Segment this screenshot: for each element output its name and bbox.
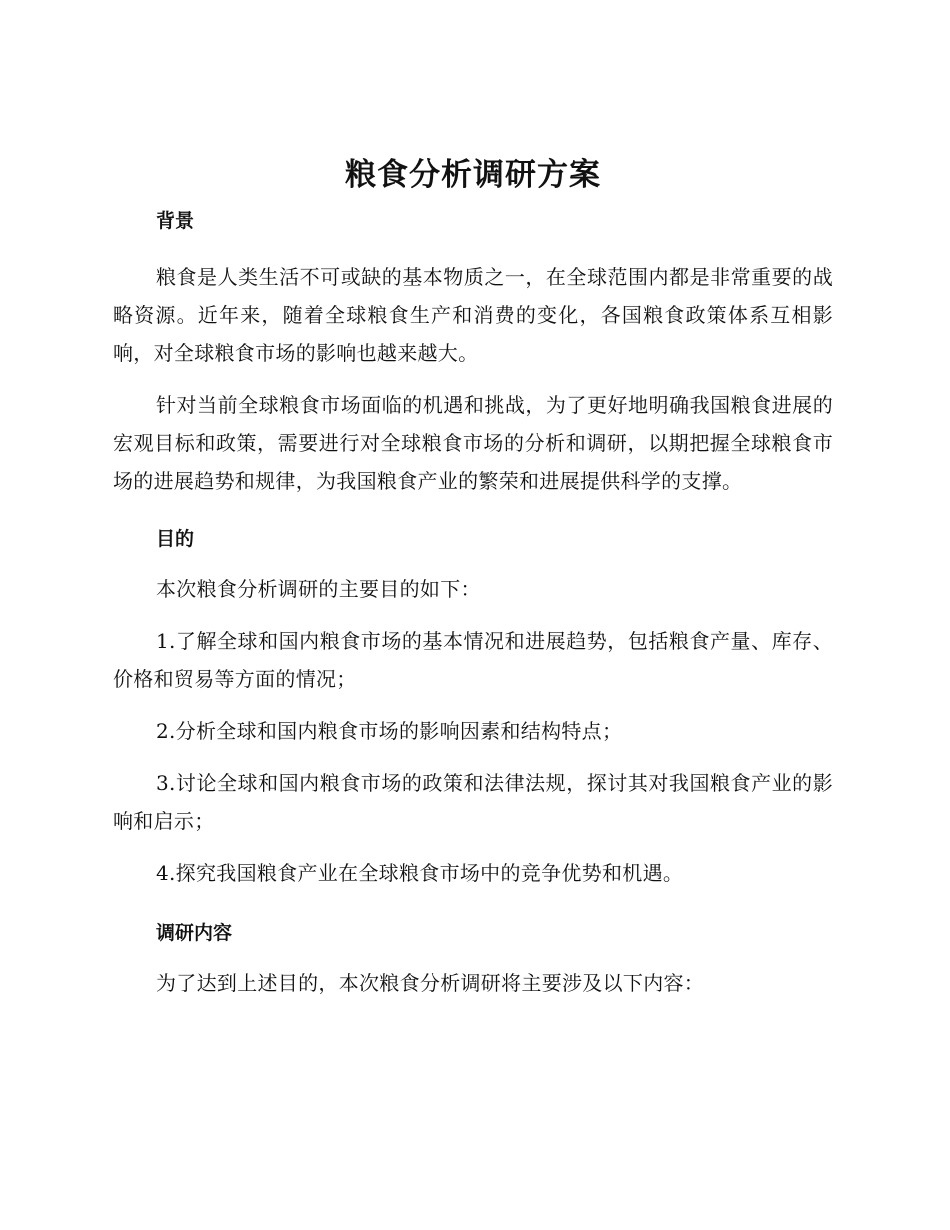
- goal-item-4: 4.探究我国粮食产业在全球粮食市场中的竞争优势和机遇。: [156, 861, 684, 885]
- goal-item-3: 3.讨论全球和国内粮食市场的政策和法律法规，探讨其对我国粮食产业的影响和启示；: [113, 771, 833, 833]
- section-heading-background: 背景: [156, 210, 195, 232]
- section-heading-content: 调研内容: [156, 922, 233, 944]
- goal-item-2: 2.分析全球和国内粮食市场的影响因素和结构特点；: [156, 719, 623, 743]
- background-paragraph-1: 粮食是人类生活不可或缺的基本物质之一，在全球范围内都是非常重要的战略资源。近年来，随着全球粮食生产和消费的变化，各国粮食政策体系互相影响，对全球粮食市场的影响也越来越大。: [113, 265, 833, 365]
- goal-item-1: 1.了解全球和国内粮食市场的基本情况和进展趋势，包括粮食产量、库存、价格和贸易等方面的情况；: [113, 629, 833, 691]
- background-paragraph-2: 针对当前全球粮食市场面临的机遇和挑战，为了更好地明确我国粮食进展的宏观目标和政策，需要进行对全球粮食市场的分析和调研，以期把握全球粮食市场的进展趋势和规律，为我国粮食产业的繁荣和进展提供科学的支撑。: [113, 393, 833, 493]
- document-title: 粮食分析调研方案: [345, 157, 601, 193]
- goal-intro: 本次粮食分析调研的主要目的如下：: [156, 577, 481, 601]
- content-intro: 为了达到上述目的，本次粮食分析调研将主要涉及以下内容：: [156, 971, 705, 995]
- document-body: [113, 150, 833, 1002]
- section-heading-goal: 目的: [156, 528, 195, 550]
